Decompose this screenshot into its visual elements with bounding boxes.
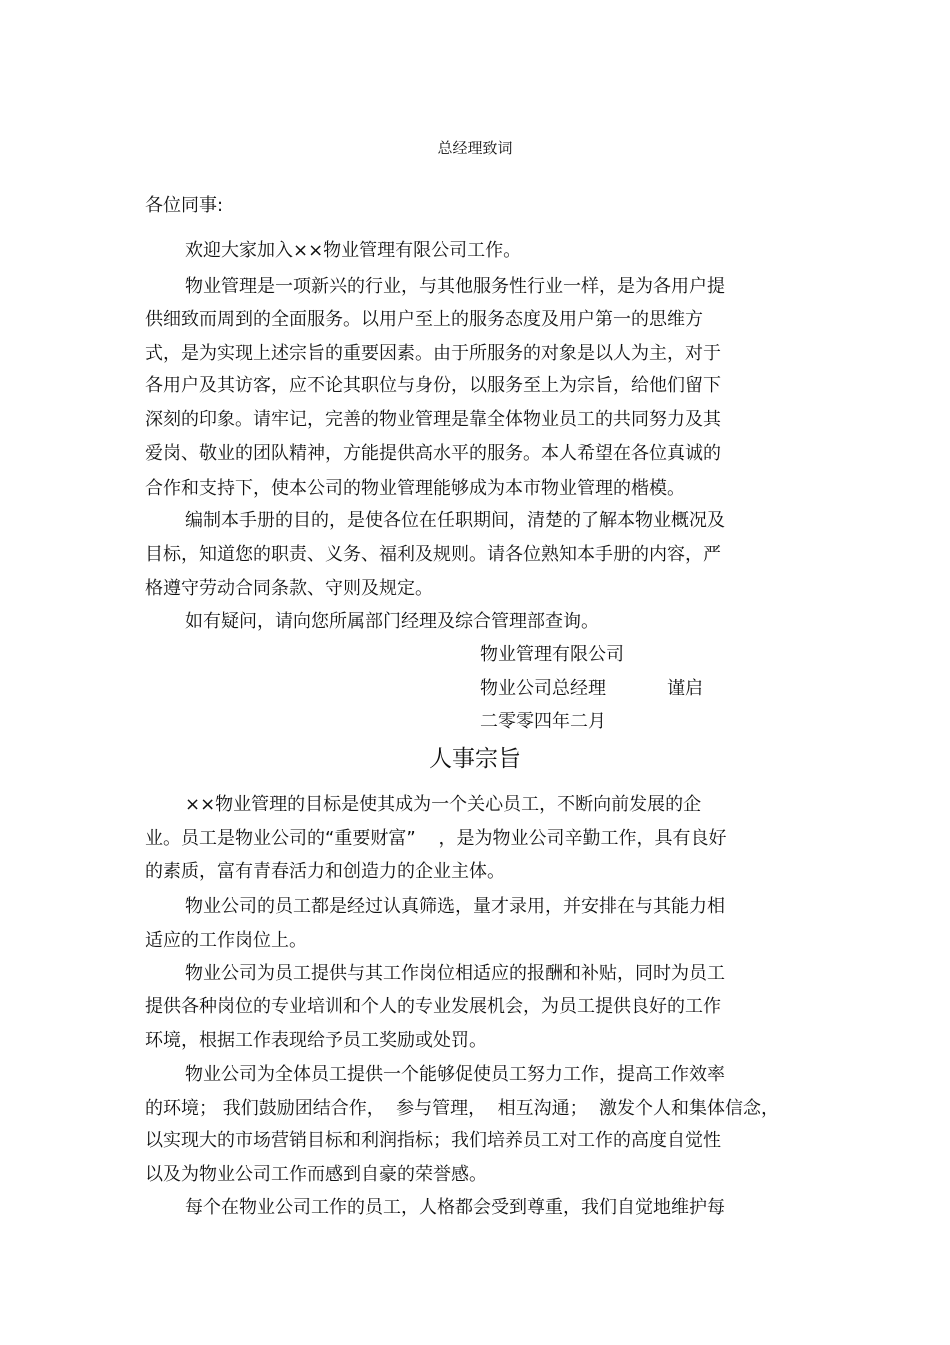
letter-line: 深刻的印象。请牢记，完善的物业管理是靠全体物业员工的共同努力及其 (145, 409, 721, 430)
signature-closing: 谨启 (667, 678, 703, 699)
section-line: 的素质，富有青春活力和创造力的企业主体。 (145, 861, 505, 882)
letter-line: 各用户及其访客，应不论其职位与身份，以服务至上为宗旨，给他们留下 (145, 375, 721, 396)
letter-line: 式，是为实现上述宗旨的重要因素。由于所服务的对象是以人为主，对于 (145, 343, 721, 364)
letter-line: 如有疑问，请向您所属部门经理及综合管理部查询。 (185, 611, 599, 632)
section-line: 业。员工是物业公司的“重要财富” ，是为物业公司辛勤工作，具有良好 (145, 828, 727, 849)
section-line: 的环境； 我们鼓励团结合作， 参与管理， 相互沟通； 激发个人和集体信念， (145, 1098, 780, 1119)
section-line: 提供各种岗位的专业培训和个人的专业发展机会，为员工提供良好的工作 (145, 996, 721, 1017)
section-line: ××物业管理的目标是使其成为一个关心员工，不断向前发展的企 (185, 794, 702, 815)
section-title: 人事宗旨 (429, 746, 521, 772)
letter-line: 爱岗、敬业的团队精神，方能提供高水平的服务。本人希望在各位真诚的 (145, 443, 721, 464)
signature-date: 二零零四年二月 (480, 711, 606, 732)
signature-company: 物业管理有限公司 (480, 644, 624, 665)
letter-title: 总经理致词 (437, 139, 513, 157)
letter-line: 目标，知道您的职责、义务、福利及规则。请各位熟知本手册的内容，严 (145, 544, 721, 565)
section-line: 每个在物业公司工作的员工，人格都会受到尊重，我们自觉地维护每 (185, 1197, 725, 1218)
letter-line: 合作和支持下，使本公司的物业管理能够成为本市物业管理的楷模。 (145, 478, 685, 499)
section-line: 物业公司为员工提供与其工作岗位相适应的报酬和补贴，同时为员工 (185, 963, 725, 984)
section-line: 以实现大的市场营销目标和利润指标；我们培养员工对工作的高度自觉性 (145, 1130, 721, 1151)
letter-line: 物业管理是一项新兴的行业，与其他服务性行业一样，是为各用户提 (185, 276, 725, 297)
letter-line: 编制本手册的目的，是使各位在任职期间，清楚的了解本物业概况及 (185, 510, 725, 531)
letter-line: 供细致而周到的全面服务。以用户至上的服务态度及用户第一的思维方 (145, 309, 703, 330)
letter-line: 格遵守劳动合同条款、守则及规定。 (145, 578, 433, 599)
letter-line: 欢迎大家加入××物业管理有限公司工作。 (185, 240, 522, 261)
section-line: 物业公司为全体员工提供一个能够促使员工努力工作，提高工作效率 (185, 1064, 725, 1085)
signature-author: 物业公司总经理 (480, 678, 606, 699)
section-line: 适应的工作岗位上。 (145, 930, 307, 951)
salutation: 各位同事: (145, 195, 224, 216)
section-line: 物业公司的员工都是经过认真筛选，量才录用，并安排在与其能力相 (185, 896, 725, 917)
section-line: 以及为物业公司工作而感到自豪的荣誉感。 (145, 1164, 487, 1185)
section-line: 环境，根据工作表现给予员工奖励或处罚。 (145, 1030, 487, 1051)
